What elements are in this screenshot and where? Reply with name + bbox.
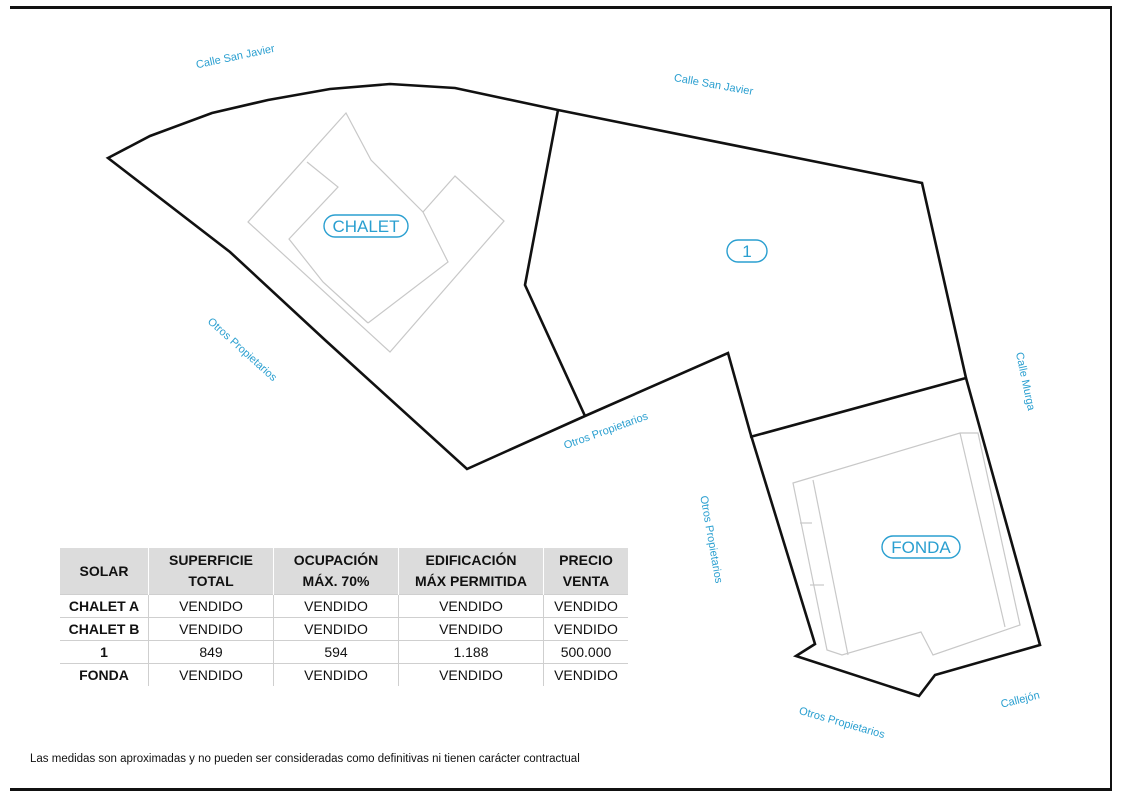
cell-solar: CHALET A [60, 595, 149, 618]
cell-solar: 1 [60, 641, 149, 664]
neighbor-label-otros-left: Otros Propietarios [205, 315, 279, 384]
table-row [60, 641, 628, 664]
lot-label-fonda [882, 536, 960, 558]
street-label-callejon: Callejón [999, 689, 1042, 711]
svg-text:CHALET: CHALET [332, 217, 400, 236]
table-row [60, 618, 628, 641]
cell-superficie: VENDIDO [149, 664, 274, 687]
cell-precio: VENDIDO [544, 664, 629, 687]
cell-precio: VENDIDO [544, 595, 629, 618]
cell-superficie: VENDIDO [149, 618, 274, 641]
chalet-lot1-divider [525, 110, 585, 416]
lot1-fonda-divider [750, 378, 966, 437]
svg-text:1: 1 [742, 242, 752, 261]
cell-edificacion: VENDIDO [399, 595, 544, 618]
cell-edificacion: VENDIDO [399, 618, 544, 641]
neighbor-label-otros-bottom: Otros Propietarios [797, 705, 887, 742]
col-header-precio: PRECIO VENTA [544, 548, 629, 595]
col-header-edificacion: EDIFICACIÓN MÁX PERMITIDA [399, 548, 544, 595]
cell-precio: VENDIDO [544, 618, 629, 641]
neighbor-label-otros-right: Otros Propietarios [697, 494, 725, 585]
cell-edificacion: 1.188 [399, 641, 544, 664]
cell-solar: FONDA [60, 664, 149, 687]
table-row [60, 664, 628, 687]
lots-table [60, 548, 628, 686]
lot-label-chalet [324, 215, 408, 237]
cell-precio: 500.000 [544, 641, 629, 664]
table-row [60, 595, 628, 618]
svg-text:FONDA: FONDA [891, 538, 951, 557]
cell-edificacion: VENDIDO [399, 664, 544, 687]
disclaimer-footnote: Las medidas son aproximadas y no pueden ser consideradas como definitivas ni tienen carácter contractual [30, 753, 580, 765]
cell-superficie: 849 [149, 641, 274, 664]
neighbor-label-otros-center: Otros Propietarios [562, 410, 650, 452]
col-header-ocupacion: OCUPACIÓN MÁX. 70% [274, 548, 399, 595]
street-label-calle-san-javier-left: Calle San Javier [194, 42, 276, 72]
cell-ocupacion: VENDIDO [274, 664, 399, 687]
cell-solar: CHALET B [60, 618, 149, 641]
street-label-calle-murga: Calle Murga [1012, 351, 1037, 412]
street-label-calle-san-javier-right: Calle San Javier [673, 72, 755, 98]
col-header-superficie: SUPERFICIE TOTAL [149, 548, 274, 595]
cell-ocupacion: VENDIDO [274, 618, 399, 641]
cell-ocupacion: VENDIDO [274, 595, 399, 618]
table-header-row [60, 548, 628, 595]
cell-superficie: VENDIDO [149, 595, 274, 618]
col-header-solar: SOLAR [60, 548, 149, 595]
lot-label-1 [727, 240, 767, 262]
cell-ocupacion: 594 [274, 641, 399, 664]
